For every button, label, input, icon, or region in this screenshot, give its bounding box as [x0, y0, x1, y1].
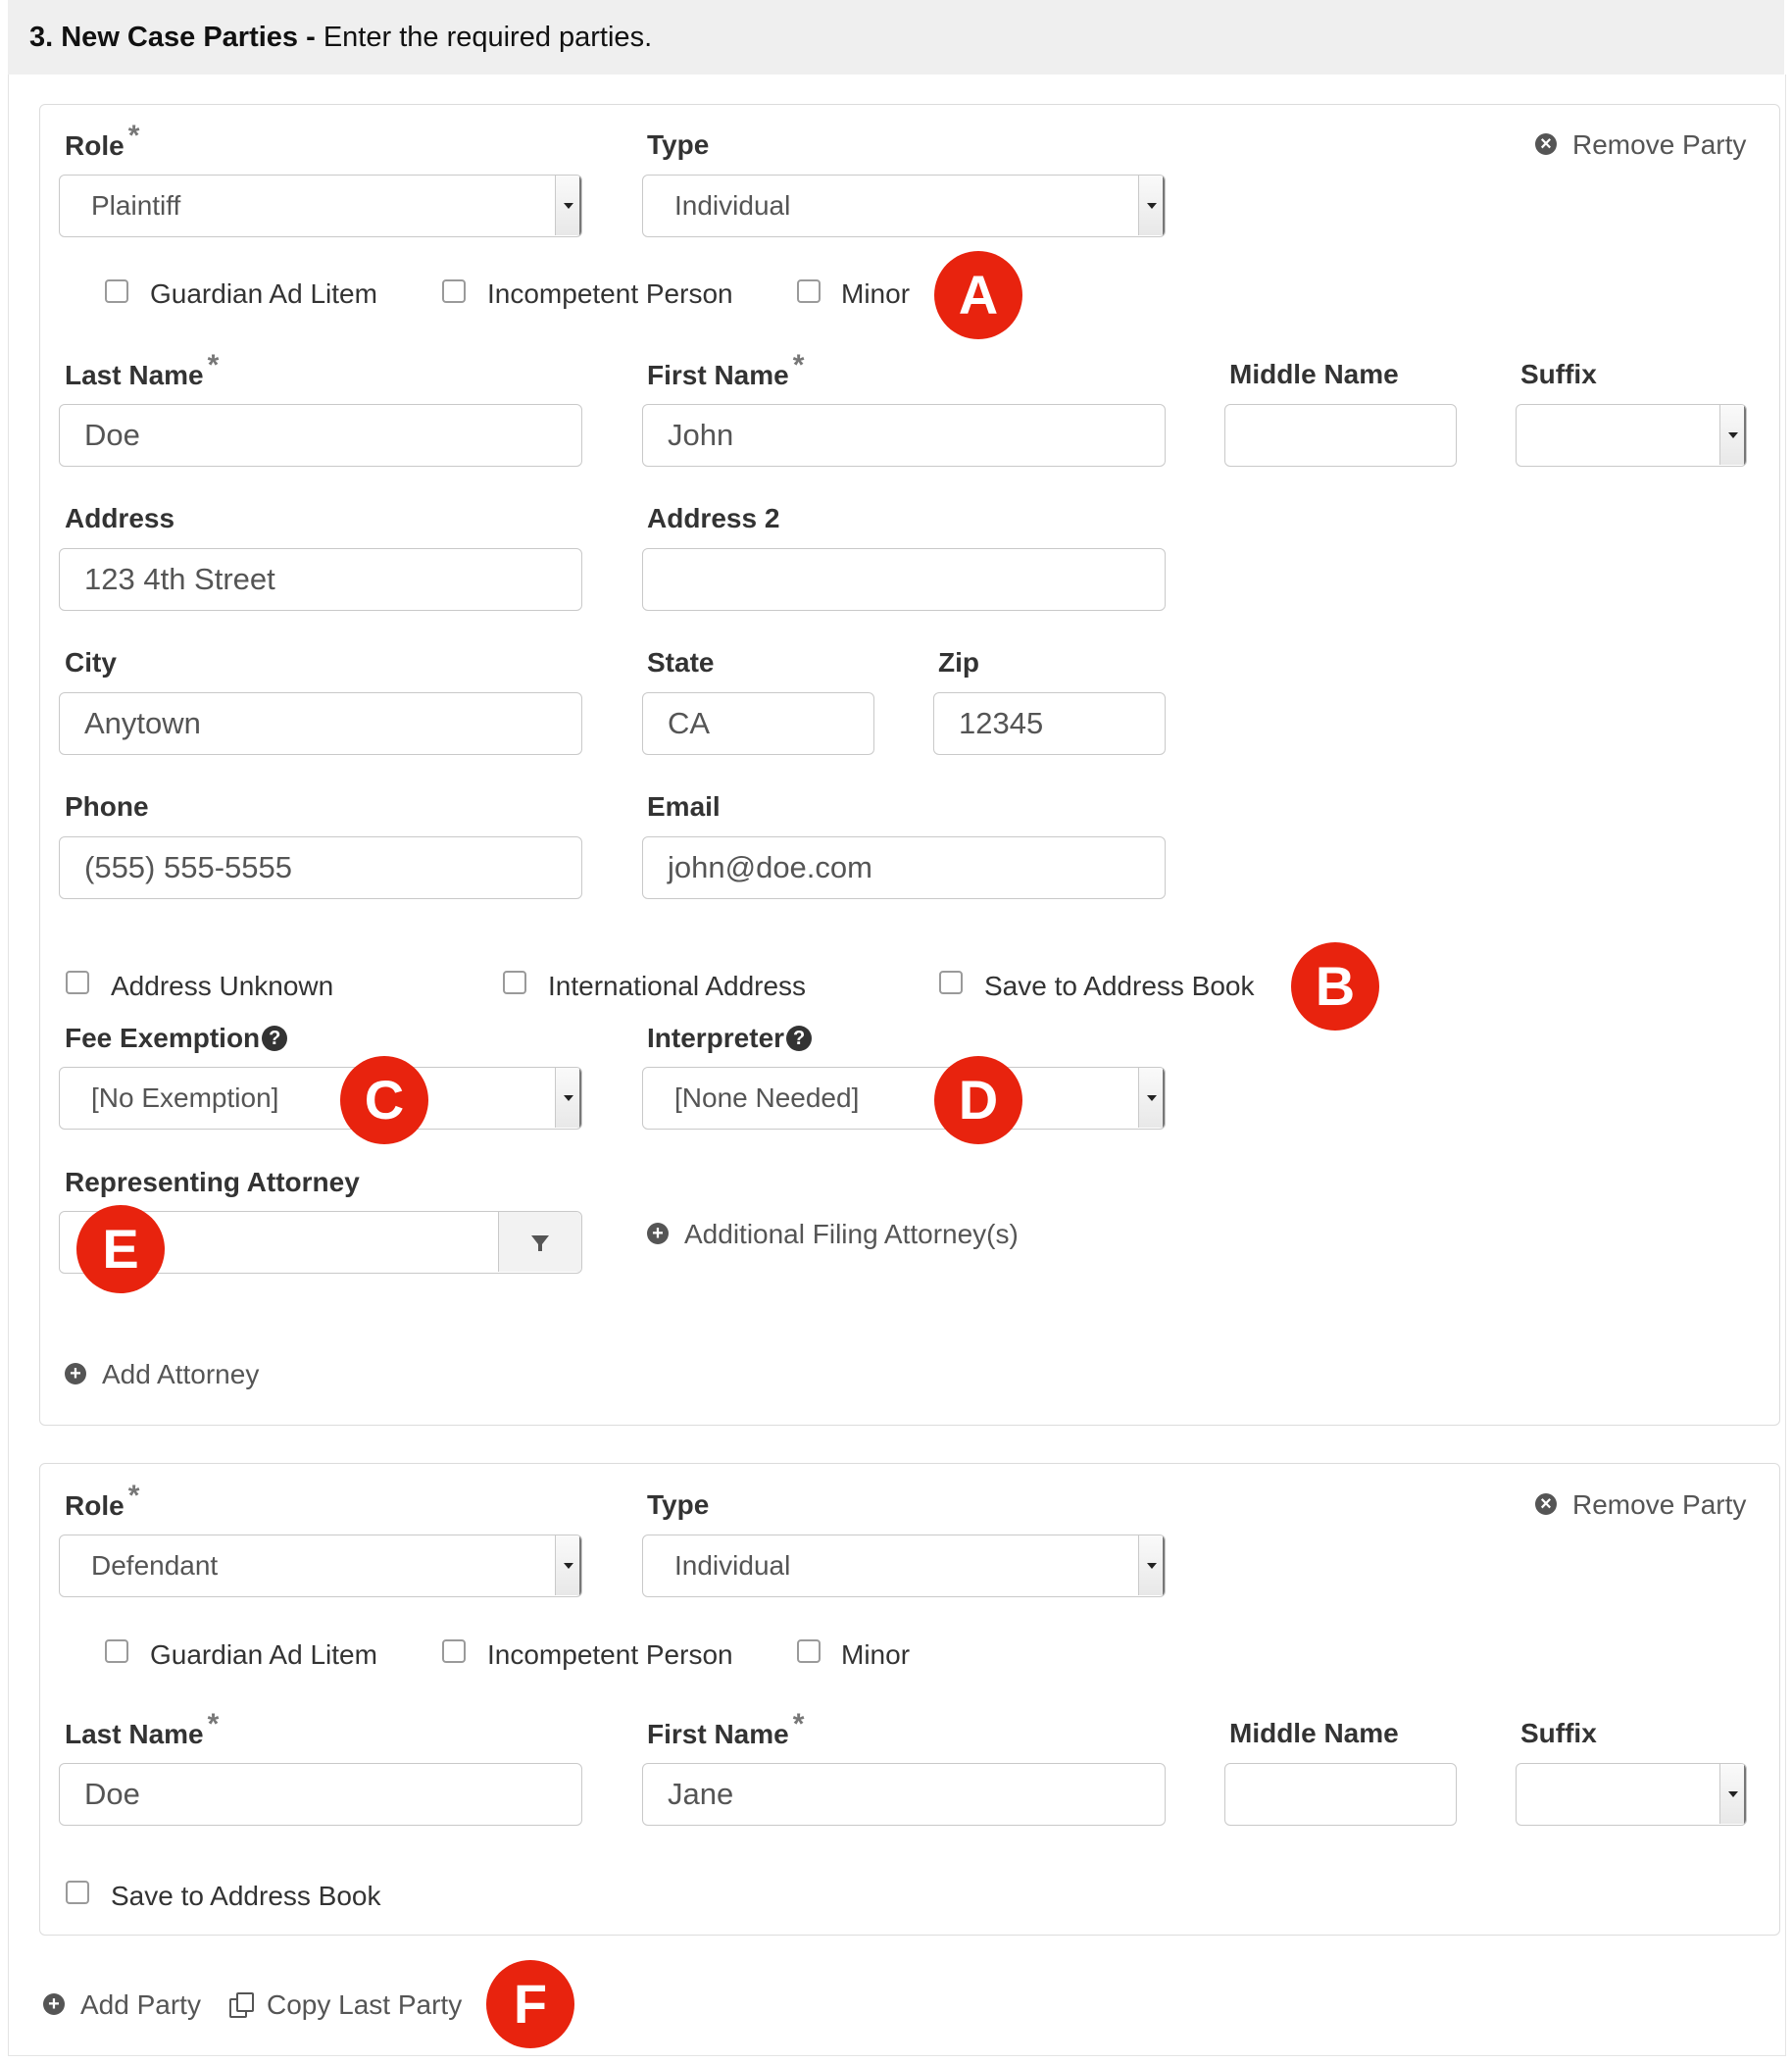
question-circle-icon[interactable]: ?	[786, 1026, 812, 1051]
first-name-input[interactable]: Jane	[642, 1763, 1166, 1826]
last-name-label: Last Name *	[65, 349, 220, 390]
chevron-down-icon	[555, 1068, 581, 1128]
type-select[interactable]: Individual	[642, 175, 1166, 237]
x-circle-icon: ×	[1535, 133, 1557, 155]
callout-badge-f: F	[486, 1960, 574, 2048]
interpreter-label: Interpreter ?	[647, 1023, 812, 1054]
chevron-down-icon	[1138, 1068, 1165, 1128]
required-asterisk-icon: *	[792, 1708, 805, 1740]
city-input[interactable]: Anytown	[59, 692, 582, 755]
chevron-down-icon	[555, 176, 581, 235]
middle-name-input[interactable]	[1224, 1763, 1457, 1826]
minor-label: Minor	[841, 1639, 911, 1670]
first-name-label: First Name *	[647, 349, 805, 390]
step-title: 3. New Case Parties -	[29, 22, 316, 53]
plus-circle-icon: +	[647, 1223, 669, 1244]
additional-attorney-link[interactable]: + Additional Filing Attorney(s)	[647, 1219, 1019, 1250]
required-asterisk-icon: *	[127, 1480, 140, 1512]
zip-label: Zip	[938, 647, 979, 678]
state-label: State	[647, 647, 715, 678]
type-label: Type	[647, 1489, 710, 1520]
middle-name-label: Middle Name	[1229, 359, 1399, 389]
email-label: Email	[647, 791, 721, 822]
last-name-input[interactable]: Doe	[59, 1763, 582, 1826]
address-input[interactable]: 123 4th Street	[59, 548, 582, 611]
guardian-checkbox[interactable]	[105, 279, 128, 303]
phone-input[interactable]: (555) 555-5555	[59, 836, 582, 899]
last-name-input[interactable]: Doe	[59, 404, 582, 467]
incompetent-label: Incompetent Person	[487, 278, 733, 309]
save-address-checkbox[interactable]	[66, 1881, 89, 1904]
save-address-label: Save to Address Book	[984, 971, 1255, 1001]
plus-circle-icon: +	[65, 1363, 86, 1384]
save-address-label: Save to Address Book	[111, 1881, 381, 1911]
guardian-checkbox[interactable]	[105, 1639, 128, 1663]
address-unknown-label: Address Unknown	[111, 971, 334, 1001]
copy-icon	[229, 1992, 253, 2016]
chevron-down-icon	[1138, 1535, 1165, 1595]
add-party-link[interactable]: + Add Party	[43, 1989, 201, 2021]
filter-button[interactable]	[498, 1212, 581, 1272]
chevron-down-icon	[555, 1535, 581, 1595]
required-asterisk-icon: *	[127, 120, 140, 152]
filter-icon	[499, 1212, 581, 1272]
state-input[interactable]: CA	[642, 692, 874, 755]
first-name-input[interactable]: John	[642, 404, 1166, 467]
incompetent-label: Incompetent Person	[487, 1639, 733, 1670]
save-address-checkbox[interactable]	[939, 971, 963, 994]
middle-name-input[interactable]	[1224, 404, 1457, 467]
chevron-down-icon	[1719, 405, 1746, 465]
plus-circle-icon: +	[43, 1993, 65, 2015]
role-select[interactable]: Plaintiff	[59, 175, 582, 237]
suffix-select[interactable]	[1516, 404, 1747, 467]
chevron-down-icon	[1138, 176, 1165, 235]
address2-input[interactable]	[642, 548, 1166, 611]
chevron-down-icon	[1719, 1764, 1746, 1824]
incompetent-checkbox[interactable]	[442, 279, 466, 303]
interpreter-select[interactable]: [None Needed]	[642, 1067, 1166, 1130]
first-name-label: First Name *	[647, 1708, 805, 1749]
callout-badge-c: C	[340, 1056, 428, 1144]
fee-exemption-select[interactable]: [No Exemption]	[59, 1067, 582, 1130]
type-select[interactable]: Individual	[642, 1535, 1166, 1597]
required-asterisk-icon: *	[207, 349, 220, 381]
required-asterisk-icon: *	[792, 349, 805, 381]
callout-badge-d: D	[934, 1056, 1022, 1144]
email-input[interactable]: john@doe.com	[642, 836, 1166, 899]
international-address-checkbox[interactable]	[503, 971, 526, 994]
last-name-label: Last Name *	[65, 1708, 220, 1749]
minor-checkbox[interactable]	[797, 279, 821, 303]
representing-attorney-label: Representing Attorney	[65, 1167, 360, 1197]
callout-badge-a: A	[934, 251, 1022, 339]
middle-name-label: Middle Name	[1229, 1718, 1399, 1748]
role-select[interactable]: Defendant	[59, 1535, 582, 1597]
required-asterisk-icon: *	[207, 1708, 220, 1740]
suffix-label: Suffix	[1520, 1718, 1597, 1748]
role-label: Role *	[65, 120, 140, 161]
section-title	[29, 22, 652, 54]
guardian-label: Guardian Ad Litem	[150, 1639, 377, 1670]
callout-badge-e: E	[76, 1205, 165, 1293]
minor-label: Minor	[841, 278, 911, 309]
suffix-select[interactable]	[1516, 1763, 1747, 1826]
x-circle-icon: ×	[1535, 1493, 1557, 1515]
add-attorney-link[interactable]: + Add Attorney	[65, 1359, 259, 1390]
zip-input[interactable]: 12345	[933, 692, 1166, 755]
guardian-label: Guardian Ad Litem	[150, 278, 377, 309]
role-label: Role *	[65, 1480, 140, 1521]
suffix-label: Suffix	[1520, 359, 1597, 389]
address-label: Address	[65, 503, 175, 533]
copy-last-party-link[interactable]: Copy Last Party	[229, 1989, 462, 2021]
type-label: Type	[647, 129, 710, 160]
remove-party-link[interactable]: × Remove Party	[1535, 1489, 1746, 1521]
address2-label: Address 2	[647, 503, 780, 533]
minor-checkbox[interactable]	[797, 1639, 821, 1663]
step-instruction: Enter the required parties.	[315, 22, 653, 53]
remove-party-link[interactable]: × Remove Party	[1535, 129, 1746, 161]
fee-exemption-label: Fee Exemption ?	[65, 1023, 287, 1054]
incompetent-checkbox[interactable]	[442, 1639, 466, 1663]
city-label: City	[65, 647, 117, 678]
international-address-label: International Address	[548, 971, 807, 1001]
question-circle-icon[interactable]: ?	[262, 1026, 287, 1051]
address-unknown-checkbox[interactable]	[66, 971, 89, 994]
phone-label: Phone	[65, 791, 149, 822]
callout-badge-b: B	[1291, 942, 1379, 1031]
